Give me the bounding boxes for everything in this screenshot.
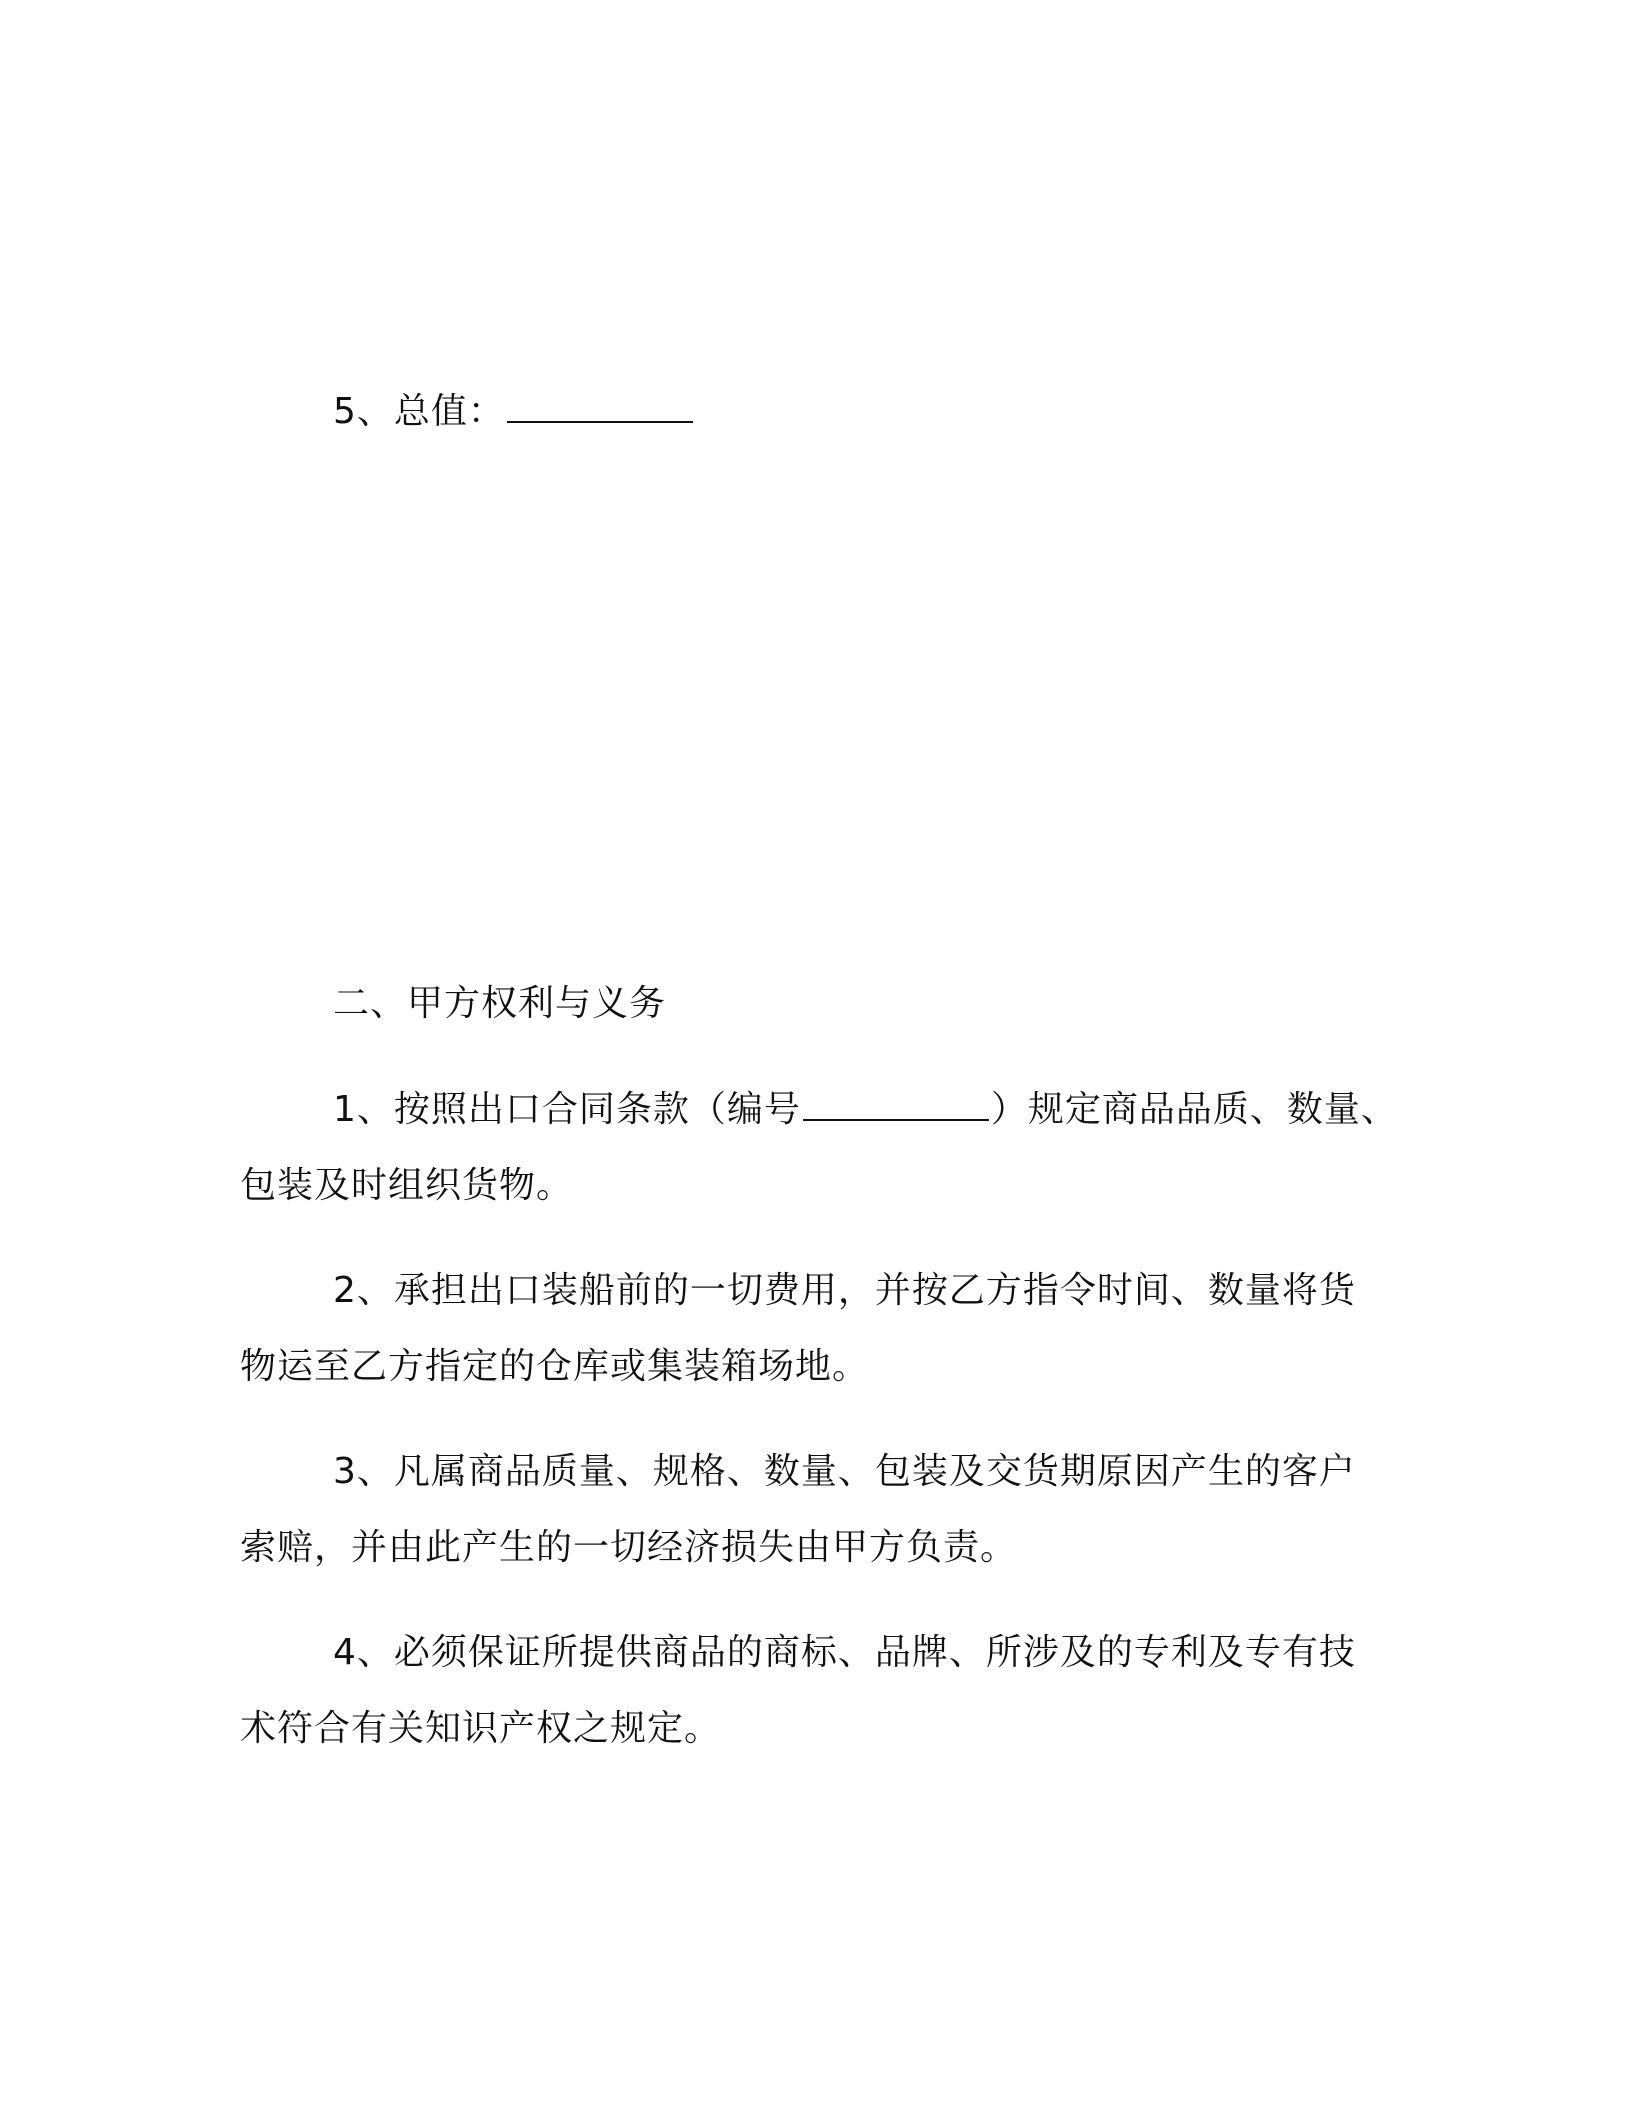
clause-2-line-2: 物运至乙方指定的仓库或集装箱场地。 — [240, 1346, 870, 1387]
clause-1-line-2: 包装及时组织货物。 — [240, 1165, 574, 1206]
clause-4-line-2: 术符合有关知识产权之规定。 — [240, 1708, 722, 1749]
clause-1-text-b: ）规定商品品质、数量、 — [990, 1089, 1398, 1130]
clause-3-line-1: 3、凡属商品质量、规格、数量、包装及交货期原因产生的客户 — [333, 1451, 1356, 1492]
clause-2-line-1: 2、承担出口装船前的一切费用，并按乙方指令时间、数量将货 — [333, 1270, 1356, 1311]
total-value-line — [333, 388, 695, 436]
clause-1-text-a: 1、按照出口合同条款（编号 — [333, 1089, 801, 1130]
total-value-label: 5、总值： — [333, 391, 505, 432]
contract-number-blank — [803, 1089, 989, 1121]
clause-1-line-1 — [333, 1086, 1398, 1134]
clause-3-line-2: 索赔，并由此产生的一切经济损失由甲方负责。 — [240, 1527, 1018, 1568]
section-heading: 二、甲方权利与义务 — [333, 983, 667, 1024]
total-value-blank — [507, 391, 693, 423]
clause-4-line-1: 4、必须保证所提供商品的商标、品牌、所涉及的专利及专有技 — [333, 1632, 1356, 1673]
